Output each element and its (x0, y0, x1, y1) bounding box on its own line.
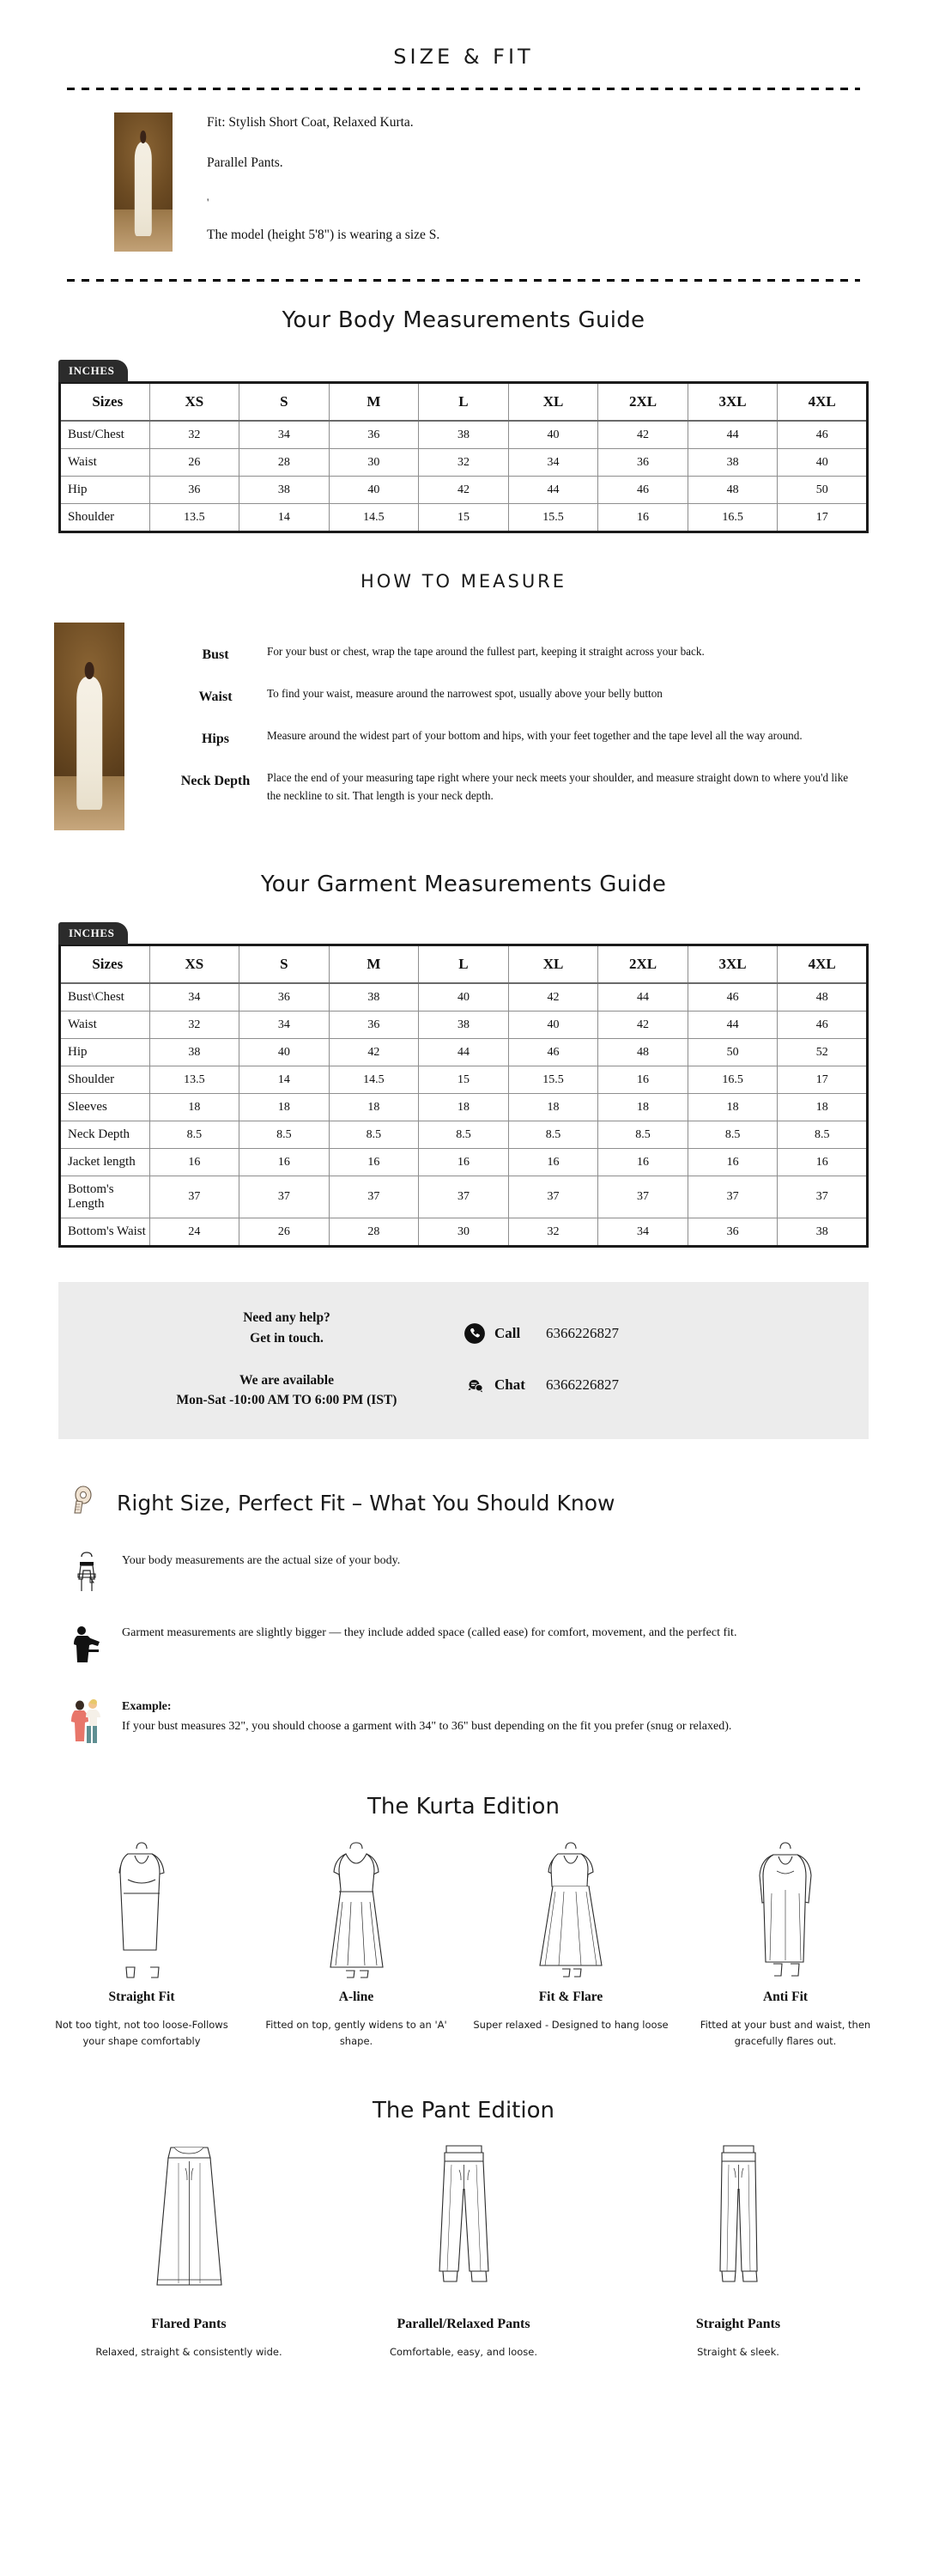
col-header-3xl: 3XL (688, 383, 778, 422)
table-cell: 52 (778, 1039, 868, 1066)
col-header-2xl: 2XL (598, 383, 688, 422)
table-cell: 34 (239, 1012, 330, 1039)
need-help-group (110, 1308, 464, 1348)
measure-label: Bust (202, 647, 229, 663)
fit-card-name: Anti Fit (762, 1990, 809, 2005)
need-help-line-2: Get in touch. (250, 1330, 324, 1346)
measure-label: Waist (198, 690, 233, 705)
row-label: Bottom's Length (60, 1176, 150, 1218)
pant-illustration-icon (609, 2142, 867, 2301)
table-cell: 34 (508, 449, 598, 477)
info-row-body (0, 1552, 927, 1595)
table-cell: 42 (598, 421, 688, 449)
table-cell: 42 (419, 477, 509, 504)
table-cell: 18 (778, 1094, 868, 1121)
call-number[interactable]: 6366226827 (546, 1324, 619, 1341)
table-cell: 28 (239, 449, 330, 477)
col-header-s: S (239, 945, 330, 984)
table-cell: 8.5 (329, 1121, 419, 1149)
table-cell: 36 (239, 983, 330, 1012)
row-label: Shoulder (60, 1066, 150, 1094)
col-header-3xl: 3XL (688, 945, 778, 984)
chat-number[interactable]: 6366226827 (546, 1376, 619, 1393)
table-cell: 40 (329, 477, 419, 504)
availability-group (110, 1370, 464, 1411)
fit-card-name: Straight Fit (108, 1990, 175, 2005)
fit-card-name: Fit & Flare (538, 1990, 603, 2005)
table-row (60, 1012, 868, 1039)
model-thumbnail-image (114, 112, 173, 252)
table-cell: 50 (778, 477, 868, 504)
table-row (60, 1218, 868, 1247)
availability-line-1: We are available (239, 1372, 334, 1388)
fit-summary-block (0, 112, 927, 267)
kurta-edition-title: The Kurta Edition (367, 1794, 560, 1820)
table-cell: 38 (688, 449, 778, 477)
know-section-header (0, 1484, 927, 1522)
table-cell: 36 (149, 477, 239, 504)
table-cell: 48 (598, 1039, 688, 1066)
table-cell: 46 (778, 1012, 868, 1039)
col-header-xs: XS (149, 383, 239, 422)
measure-description: Measure around the widest part of your bottom and hips, with your feet together and the tape level all the way around. (267, 729, 803, 743)
row-label: Bust/Chest (60, 421, 150, 449)
table-row (60, 449, 868, 477)
body-guide-table-wrap (0, 359, 927, 533)
table-cell: 38 (419, 1012, 509, 1039)
phone-icon (464, 1322, 486, 1345)
fit-card (249, 1842, 464, 2049)
col-header-s: S (239, 383, 330, 422)
fit-card-name: Straight Pants (695, 2316, 781, 2331)
table-cell: 16.5 (688, 504, 778, 532)
table-cell: 15 (419, 504, 509, 532)
table-cell: 42 (329, 1039, 419, 1066)
row-label: Hip (60, 477, 150, 504)
table-cell: 26 (239, 1218, 330, 1247)
pant-edition-title: The Pant Edition (373, 2097, 554, 2123)
photo-figure (76, 677, 102, 810)
table-row (60, 477, 868, 504)
fit-card-desc: Not too tight, not too loose-Follows your shape comfortably (55, 2019, 228, 2047)
example-text: If your bust measures 32", you should choose a garment with 34" to 36" bust depending on the fit you prefer (snug or relaxed). (122, 1719, 732, 1733)
fit-card (678, 1842, 893, 2049)
table-cell: 8.5 (419, 1121, 509, 1149)
help-contact-box (58, 1282, 869, 1439)
table-cell: 37 (419, 1176, 509, 1218)
table-cell: 32 (508, 1218, 598, 1247)
measure-description: Place the end of your measuring tape right where your neck meets your shoulder, and measure straight down to where you'd like the neckline to sit. That length is your neck depth. (267, 771, 849, 802)
table-row (60, 504, 868, 532)
garment-measurements-table (58, 944, 869, 1248)
table-cell: 18 (149, 1094, 239, 1121)
table-cell: 44 (688, 421, 778, 449)
col-header-l: L (419, 945, 509, 984)
table-cell: 38 (149, 1039, 239, 1066)
fit-card-desc: Fitted at your bust and waist, then gracefully flares out. (700, 2019, 871, 2047)
row-label: Waist (60, 1012, 150, 1039)
body-measure-icon (67, 1552, 106, 1595)
table-cell: 44 (508, 477, 598, 504)
table-cell: 42 (598, 1012, 688, 1039)
table-cell: 18 (688, 1094, 778, 1121)
row-label: Neck Depth (60, 1121, 150, 1149)
table-row (60, 1149, 868, 1176)
how-to-measure-block (0, 623, 927, 830)
table-cell: 8.5 (508, 1121, 598, 1149)
table-cell: 37 (329, 1176, 419, 1218)
fit-card-desc: Comfortable, easy, and loose. (389, 2345, 538, 2358)
fit-line-4: The model (height 5'8") is wearing a size S. (207, 228, 440, 243)
table-header-row (60, 945, 868, 984)
table-cell: 40 (239, 1039, 330, 1066)
measure-instructions-list (164, 623, 860, 830)
measure-row (164, 643, 860, 664)
table-cell: 37 (239, 1176, 330, 1218)
table-cell: 16 (688, 1149, 778, 1176)
fit-card-desc: Relaxed, straight & consistently wide. (95, 2345, 282, 2358)
table-row (60, 1039, 868, 1066)
divider-bottom (67, 279, 860, 282)
table-cell: 37 (598, 1176, 688, 1218)
table-cell: 18 (329, 1094, 419, 1121)
know-example (122, 1698, 860, 1736)
table-cell: 32 (149, 1012, 239, 1039)
fit-card-name: Parallel/Relaxed Pants (397, 2316, 530, 2331)
pant-cards (0, 2142, 927, 2360)
know-point-2: Garment measurements are slightly bigger — they include added space (called ease) for comfort, movement, and the perfect fit. (122, 1626, 737, 1640)
table-cell: 14.5 (329, 1066, 419, 1094)
chat-label: Chat (494, 1376, 525, 1393)
pant-illustration-icon (335, 2142, 592, 2301)
how-to-measure-title: HOW TO MEASURE (360, 571, 567, 592)
info-row-garment (0, 1624, 927, 1668)
table-cell: 46 (778, 421, 868, 449)
table-cell: 36 (598, 449, 688, 477)
measure-description: For your bust or chest, wrap the tape around the fullest part, keeping it straight across your back. (267, 645, 705, 659)
table-cell: 44 (598, 983, 688, 1012)
table-cell: 40 (508, 1012, 598, 1039)
table-cell: 15 (419, 1066, 509, 1094)
table-cell: 8.5 (778, 1121, 868, 1149)
table-cell: 38 (329, 983, 419, 1012)
divider-top (67, 88, 860, 90)
row-label: Shoulder (60, 504, 150, 532)
kurta-illustration-icon (258, 1842, 455, 1979)
example-label: Example: (122, 1700, 172, 1714)
table-cell: 16 (419, 1149, 509, 1176)
table-cell: 48 (778, 983, 868, 1012)
tailor-icon (67, 1624, 106, 1668)
table-cell: 15.5 (508, 1066, 598, 1094)
fit-card-name: A-line (338, 1990, 374, 2005)
fit-card (601, 2142, 876, 2360)
measure-row (164, 769, 860, 805)
photo-head (85, 662, 94, 678)
row-label: Sleeves (60, 1094, 150, 1121)
table-cell: 17 (778, 504, 868, 532)
table-cell: 36 (688, 1218, 778, 1247)
table-cell: 30 (419, 1218, 509, 1247)
table-cell: 16.5 (688, 1066, 778, 1094)
garment-guide-unit-badge: INCHES (58, 922, 128, 945)
measure-label: Hips (201, 732, 229, 747)
row-label: Waist (60, 449, 150, 477)
table-cell: 14 (239, 1066, 330, 1094)
col-header-m: M (329, 383, 419, 422)
chat-icon (464, 1374, 486, 1396)
fit-card (52, 2142, 326, 2360)
table-cell: 8.5 (688, 1121, 778, 1149)
measuring-tape-icon (67, 1484, 101, 1522)
page-title: SIZE & FIT (393, 45, 534, 69)
table-cell: 40 (508, 421, 598, 449)
pant-illustration-icon (60, 2142, 318, 2301)
row-label: Bust\Chest (60, 983, 150, 1012)
fit-card-desc: Straight & sleek. (697, 2345, 779, 2358)
table-cell: 40 (778, 449, 868, 477)
measure-label: Neck Depth (180, 774, 251, 789)
table-cell: 14.5 (329, 504, 419, 532)
table-cell: 8.5 (239, 1121, 330, 1149)
kurta-illustration-icon (43, 1842, 240, 1979)
table-cell: 16 (778, 1149, 868, 1176)
table-cell: 37 (508, 1176, 598, 1218)
measure-row (164, 685, 860, 706)
body-measurements-table (58, 381, 869, 533)
table-cell: 16 (329, 1149, 419, 1176)
col-header-sizes: Sizes (60, 945, 150, 984)
info-row-example (0, 1698, 927, 1746)
table-cell: 38 (778, 1218, 868, 1247)
table-cell: 46 (508, 1039, 598, 1066)
fit-line-1: Fit: Stylish Short Coat, Relaxed Kurta. (207, 115, 414, 130)
table-row (60, 1066, 868, 1094)
table-row (60, 1094, 868, 1121)
table-cell: 18 (598, 1094, 688, 1121)
table-row (60, 983, 868, 1012)
col-header-xl: XL (508, 945, 598, 984)
table-cell: 16 (239, 1149, 330, 1176)
table-cell: 36 (329, 1012, 419, 1039)
fit-line-2: Parallel Pants. (207, 155, 283, 170)
kurta-illustration-icon (472, 1842, 670, 1979)
body-guide-unit-badge: INCHES (58, 360, 128, 382)
table-cell: 42 (508, 983, 598, 1012)
fit-card (34, 1842, 249, 2049)
table-cell: 32 (149, 421, 239, 449)
fit-card-desc: Fitted on top, gently widens to an 'A' shape. (265, 2019, 447, 2047)
table-cell: 8.5 (149, 1121, 239, 1149)
measure-row (164, 727, 860, 748)
table-cell: 44 (419, 1039, 509, 1066)
availability-line-2: Mon-Sat -10:00 AM TO 6:00 PM (IST) (176, 1393, 397, 1408)
table-cell: 16 (508, 1149, 598, 1176)
call-label: Call (494, 1324, 521, 1341)
model-measure-image (54, 623, 124, 830)
body-guide-title: Your Body Measurements Guide (282, 307, 645, 334)
table-cell: 18 (419, 1094, 509, 1121)
table-header-row (60, 383, 868, 422)
table-cell: 38 (239, 477, 330, 504)
table-row (60, 1176, 868, 1218)
table-cell: 13.5 (149, 1066, 239, 1094)
kurta-cards (0, 1842, 927, 2049)
table-cell: 44 (688, 1012, 778, 1039)
table-row (60, 1121, 868, 1149)
row-label: Jacket length (60, 1149, 150, 1176)
fit-line-3: ' (207, 195, 209, 209)
table-cell: 37 (149, 1176, 239, 1218)
table-cell: 37 (688, 1176, 778, 1218)
table-cell: 16 (598, 1149, 688, 1176)
table-cell: 32 (419, 449, 509, 477)
col-header-2xl: 2XL (598, 945, 688, 984)
table-cell: 30 (329, 449, 419, 477)
fit-card-desc: Super relaxed - Designed to hang loose (473, 2019, 669, 2032)
table-cell: 28 (329, 1218, 419, 1247)
table-cell: 18 (508, 1094, 598, 1121)
table-cell: 34 (598, 1218, 688, 1247)
table-cell: 34 (149, 983, 239, 1012)
table-cell: 14 (239, 504, 330, 532)
col-header-m: M (329, 945, 419, 984)
table-row (60, 421, 868, 449)
know-title: Right Size, Perfect Fit – What You Should Know (117, 1491, 615, 1516)
call-row[interactable] (464, 1322, 817, 1345)
col-header-xs: XS (149, 945, 239, 984)
kurta-illustration-icon (687, 1842, 884, 1979)
table-cell: 34 (239, 421, 330, 449)
fit-card (464, 1842, 678, 2049)
photo-figure (135, 142, 152, 236)
fit-description (207, 112, 860, 267)
chat-row[interactable] (464, 1374, 817, 1396)
garment-guide-table-wrap (0, 921, 927, 1248)
table-cell: 13.5 (149, 504, 239, 532)
col-header-l: L (419, 383, 509, 422)
table-cell: 16 (598, 1066, 688, 1094)
garment-guide-title: Your Garment Measurements Guide (260, 872, 667, 898)
table-cell: 40 (419, 983, 509, 1012)
dressmaker-icon (67, 1698, 106, 1746)
help-text-column (110, 1308, 464, 1410)
table-cell: 8.5 (598, 1121, 688, 1149)
fit-card-name: Flared Pants (151, 2316, 227, 2331)
measure-description: To find your waist, measure around the narrowest spot, usually above your belly button (267, 687, 663, 701)
table-cell: 16 (598, 504, 688, 532)
know-point-1: Your body measurements are the actual size of your body. (122, 1554, 401, 1568)
table-cell: 46 (598, 477, 688, 504)
col-header-4xl: 4XL (778, 383, 868, 422)
table-cell: 26 (149, 449, 239, 477)
col-header-xl: XL (508, 383, 598, 422)
table-cell: 46 (688, 983, 778, 1012)
col-header-sizes: Sizes (60, 383, 150, 422)
need-help-line-1: Need any help? (243, 1310, 330, 1326)
table-cell: 18 (239, 1094, 330, 1121)
contact-column (464, 1322, 817, 1396)
table-cell: 50 (688, 1039, 778, 1066)
row-label: Bottom's Waist (60, 1218, 150, 1247)
row-label: Hip (60, 1039, 150, 1066)
table-cell: 36 (329, 421, 419, 449)
col-header-4xl: 4XL (778, 945, 868, 984)
table-cell: 16 (149, 1149, 239, 1176)
table-cell: 48 (688, 477, 778, 504)
table-cell: 38 (419, 421, 509, 449)
photo-head (140, 131, 146, 143)
table-cell: 15.5 (508, 504, 598, 532)
table-cell: 37 (778, 1176, 868, 1218)
fit-card (326, 2142, 601, 2360)
table-cell: 17 (778, 1066, 868, 1094)
table-cell: 24 (149, 1218, 239, 1247)
